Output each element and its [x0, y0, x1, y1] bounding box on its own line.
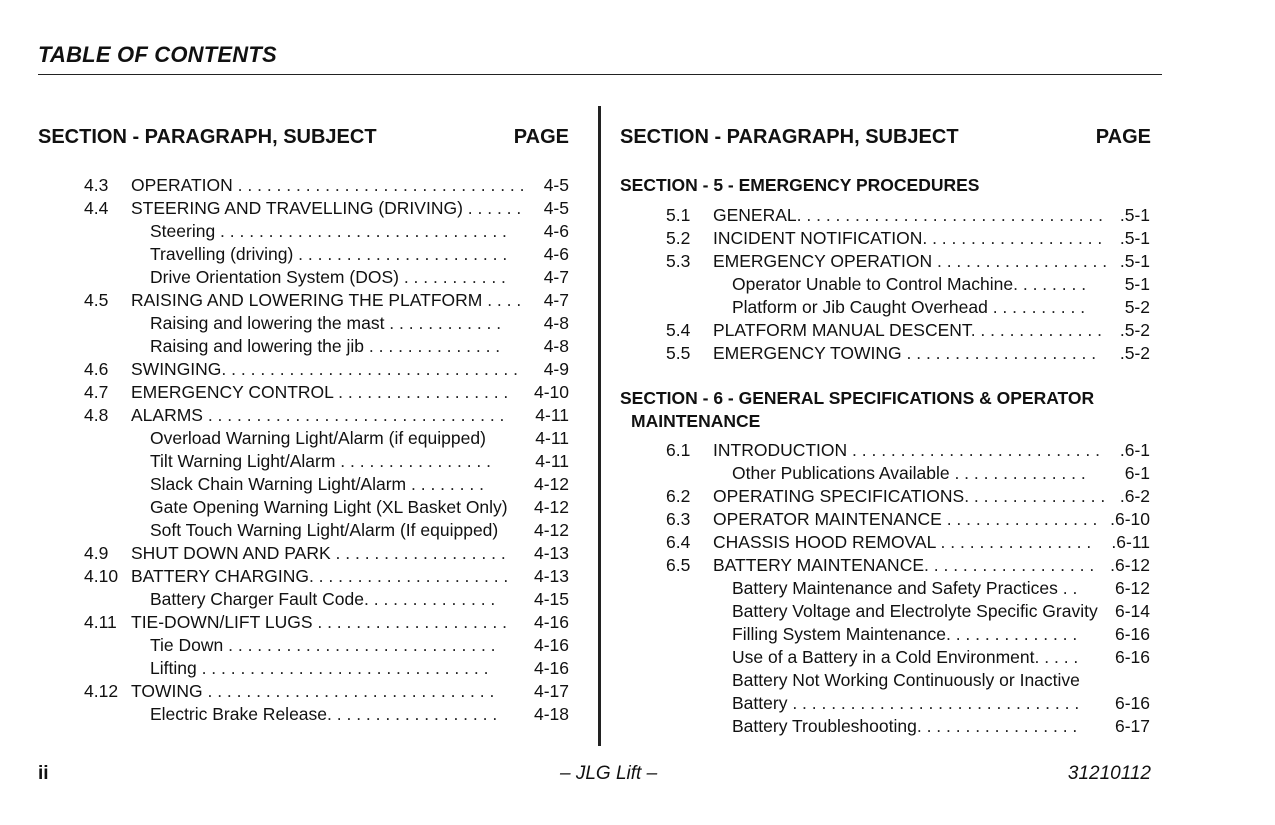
toc-entry-page: .5-2: [1119, 320, 1150, 340]
toc-entry-page: 4-12: [533, 497, 569, 517]
toc-entry-page: 4-5: [543, 198, 569, 218]
toc-entry[interactable]: [620, 296, 1180, 319]
toc-entry-title-text: INTRODUCTION: [713, 440, 848, 460]
toc-entry-title: [732, 462, 1086, 485]
toc-entry-title: [713, 342, 1096, 365]
toc-entry-title: [732, 692, 1079, 715]
toc-entry-title-text: EMERGENCY CONTROL: [131, 382, 334, 402]
toc-entry-leader: . . . . . . . . . . . . . . . . . .: [333, 382, 509, 402]
toc-entry-title-text: Filling System Maintenance: [732, 624, 946, 644]
title-rule: [38, 74, 1162, 75]
toc-entry-page: 4-15: [533, 589, 569, 609]
toc-entry-page: 6-16: [1114, 624, 1150, 644]
toc-entry-leader: . . . . . . . . . . . . . . . .: [941, 509, 1098, 529]
toc-entry-number: 5.3: [666, 251, 691, 271]
toc-entry-title: [713, 227, 1102, 250]
toc-entry-title-text: OPERATING SPECIFICATIONS: [713, 486, 965, 506]
toc-entry-number: 6.2: [666, 486, 691, 506]
toc-entry-title-text: PLATFORM MANUAL DESCENT: [713, 320, 971, 340]
toc-entry[interactable]: [620, 692, 1180, 715]
toc-entry-title-text: SWINGING: [131, 359, 222, 379]
toc-entry-title-text: Soft Touch Warning Light/Alarm (If equipped): [150, 520, 499, 540]
toc-entry-title: [732, 296, 1085, 319]
toc-entry-title: [732, 715, 1077, 738]
toc-entry[interactable]: [38, 496, 598, 519]
section-6-heading: [620, 387, 1150, 433]
toc-entry[interactable]: [38, 312, 598, 335]
page-title: TABLE OF CONTENTS: [38, 42, 277, 67]
toc-entry-title: [131, 381, 508, 404]
toc-entry[interactable]: [38, 289, 598, 312]
toc-entry[interactable]: [38, 450, 598, 473]
toc-entry-leader: . . . . . . . . . . . . . . . . . . . . . . . . . . . . . .: [232, 175, 525, 195]
toc-entry-page: .6-10: [1110, 509, 1150, 529]
toc-entry-title-text: GENERAL: [713, 205, 797, 225]
toc-entry[interactable]: [620, 273, 1180, 296]
toc-entry-number: 4.4: [84, 198, 109, 218]
column-divider: [598, 106, 601, 746]
toc-entry-title: [131, 680, 494, 703]
toc-entry-page: 4-12: [533, 520, 569, 540]
toc-entry-title-text: CHASSIS HOOD REMOVAL: [713, 532, 936, 552]
toc-entry-title-text: Travelling (driving): [150, 244, 294, 264]
toc-entry-page: 4-6: [543, 244, 569, 264]
toc-entry[interactable]: [38, 565, 598, 588]
toc-entry[interactable]: [620, 485, 1180, 508]
toc-entry-title-text: Battery Charger Fault Code: [150, 589, 364, 609]
toc-entry-number: 4.11: [84, 612, 117, 632]
toc-entry[interactable]: [620, 531, 1180, 554]
toc-entry-page: 5-1: [1124, 274, 1150, 294]
toc-entry-number: 6.1: [666, 440, 691, 460]
toc-entry-title: [150, 335, 500, 358]
section-5-heading: SECTION - 5 - EMERGENCY PROCEDURES: [620, 175, 980, 195]
toc-entry-number: 5.1: [666, 205, 691, 225]
toc-entry-leader: . . . . . . . .: [1013, 274, 1087, 294]
toc-entry[interactable]: [38, 657, 598, 680]
toc-entry[interactable]: [620, 508, 1180, 531]
toc-entry[interactable]: [620, 462, 1180, 485]
toc-entry[interactable]: [620, 669, 1180, 692]
left-header-subject: SECTION - PARAGRAPH, SUBJECT: [38, 126, 377, 148]
toc-entry[interactable]: [38, 427, 598, 450]
toc-entry-title-text: Tilt Warning Light/Alarm: [150, 451, 336, 471]
toc-entry-number: 5.5: [666, 343, 691, 363]
toc-entry-title-text: Steering: [150, 221, 216, 241]
toc-entry-title-text: Lifting: [150, 658, 197, 678]
toc-entry-title: [131, 404, 504, 427]
toc-entry-title-text: Battery: [732, 693, 788, 713]
toc-entry[interactable]: [38, 611, 598, 634]
toc-entry-title-text: EMERGENCY TOWING: [713, 343, 902, 363]
toc-entry-title-text: BATTERY CHARGING: [131, 566, 309, 586]
page-number: ii: [38, 763, 49, 784]
toc-entry-title: [713, 485, 1105, 508]
toc-entry-title: [131, 289, 521, 312]
toc-entry-page: 4-16: [533, 658, 569, 678]
toc-entry-page: 4-6: [543, 221, 569, 241]
toc-entry-title-text: RAISING AND LOWERING THE PLATFORM: [131, 290, 483, 310]
toc-entry-leader: . . . . . . . . . . . . . .: [970, 320, 1102, 340]
toc-entry-number: 6.4: [666, 532, 691, 552]
toc-entry-title-text: Slack Chain Warning Light/Alarm: [150, 474, 407, 494]
toc-entry-page: 4-13: [533, 543, 569, 563]
toc-entry[interactable]: [38, 381, 598, 404]
toc-entry-leader: . . . . . . . . . . . . . . . . . . . . . . . . . . . . . .: [787, 693, 1080, 713]
toc-entry-leader: . . . . . . . . . .: [987, 297, 1086, 317]
toc-entry-leader: . .: [1057, 578, 1078, 598]
toc-entry-title: [732, 646, 1078, 669]
toc-entry-leader: . . . . . . . . . . . . . . . . .: [916, 716, 1078, 736]
toc-entry-leader: . . . . . . . . . . . . . . . . . . . . . . . . . . . . . .: [202, 681, 495, 701]
toc-entry-leader: . . . . . . . . . . . . . . . .: [935, 532, 1092, 552]
toc-entry[interactable]: [38, 358, 598, 381]
toc-entry-leader: . . . .: [482, 290, 522, 310]
toc-entry-page: 4-13: [533, 566, 569, 586]
toc-entry[interactable]: [620, 577, 1180, 600]
toc-entry-title: [150, 634, 496, 657]
toc-entry[interactable]: [38, 473, 598, 496]
toc-entry-title: [713, 439, 1100, 462]
toc-entry-page: 4-16: [533, 612, 569, 632]
toc-entry-title-text: Battery Voltage and Electrolyte Specific Gravity: [732, 601, 1098, 621]
toc-entry-number: 5.4: [666, 320, 691, 340]
toc-entry-leader: . . . . . . . . . . . . . .: [364, 336, 501, 356]
toc-entry-title: [131, 565, 508, 588]
toc-entry-title: [713, 531, 1091, 554]
toc-entry-leader: . . . . . . . . . . . . . . . . . .: [924, 555, 1095, 575]
toc-entry-page: .5-2: [1119, 343, 1150, 363]
toc-entry-number: 4.10: [84, 566, 119, 586]
toc-entry-title-text: Battery Maintenance and Safety Practices: [732, 578, 1058, 598]
left-toc-list: [38, 174, 598, 726]
toc-entry[interactable]: [620, 623, 1180, 646]
toc-entry-title-text: BATTERY MAINTENANCE: [713, 555, 925, 575]
toc-entry-page: 6-1: [1124, 463, 1150, 483]
toc-entry-leader: . . . . . . . . . . . . . . . . . . . . . . . . . . . . . . .: [221, 359, 519, 379]
toc-entry-number: 6.3: [666, 509, 691, 529]
toc-entry[interactable]: [620, 342, 1180, 365]
toc-entry-title: [150, 266, 506, 289]
toc-entry-leader: . . . . . . . . . . . . . . . . . .: [932, 251, 1108, 271]
toc-entry-title-text: TOWING: [131, 681, 203, 701]
toc-entry-page: 4-7: [543, 290, 569, 310]
toc-entry[interactable]: [38, 404, 598, 427]
toc-entry-page: 4-11: [535, 428, 569, 448]
toc-entry[interactable]: [38, 634, 598, 657]
toc-entry[interactable]: [620, 554, 1180, 577]
toc-entry-leader: . . . . . . . . . . . . . . . .: [335, 451, 492, 471]
toc-entry-title-text: OPERATION: [131, 175, 233, 195]
toc-entry-title: [150, 519, 498, 542]
toc-entry-leader: . . . . . . . . . . . . . . . . . . . .: [312, 612, 507, 632]
toc-entry-page: 6-16: [1114, 647, 1150, 667]
toc-entry-title-text: Other Publications Available: [732, 463, 950, 483]
toc-entry-page: 4-5: [543, 175, 569, 195]
toc-entry[interactable]: [620, 600, 1180, 623]
toc-entry-title: [131, 358, 518, 381]
toc-entry-page: .5-1: [1119, 228, 1150, 248]
toc-entry-title: [732, 600, 1098, 623]
toc-entry-title: [713, 250, 1107, 273]
toc-entry-number: 4.7: [84, 382, 109, 402]
toc-entry-title: [131, 611, 507, 634]
toc-entry-title: [150, 473, 484, 496]
toc-entry-leader: . . . . . . . .: [406, 474, 484, 494]
toc-entry-page: .5-1: [1119, 205, 1150, 225]
toc-entry-title-text: Overload Warning Light/Alarm (if equipped): [150, 428, 486, 448]
toc-entry-title: [150, 588, 495, 611]
toc-entry-title: [713, 319, 1102, 342]
toc-entry-number: 4.8: [84, 405, 109, 425]
left-header-page: PAGE: [513, 126, 569, 148]
toc-entry-title: [150, 657, 488, 680]
toc-entry-title: [131, 542, 506, 565]
toc-entry-leader: . . . . . . . . . . . . . . . . . . . . .: [308, 566, 509, 586]
toc-entry-number: 4.5: [84, 290, 109, 310]
toc-entry-leader: . . . . . . . . . . . . . . . . . .: [330, 543, 506, 563]
toc-entry-page: 4-8: [543, 336, 569, 356]
toc-entry-page: 4-17: [533, 681, 569, 701]
toc-entry-title-text: Operator Unable to Control Machine: [732, 274, 1014, 294]
toc-entry-title-text: ALARMS: [131, 405, 203, 425]
section-6-heading-line2: MAINTENANCE: [631, 411, 761, 431]
toc-entry[interactable]: [620, 204, 1180, 227]
toc-entry-title: [713, 508, 1097, 531]
toc-entry-number: 5.2: [666, 228, 691, 248]
toc-entry-leader: . . . . . . . . . . . . . . . . . . . . . . . . . . . . . . . .: [796, 205, 1103, 225]
toc-entry-leader: . . . . . . . . . . . . . . . . . . . . . . . . . . . .: [223, 635, 496, 655]
toc-entry-title-text: STEERING AND TRAVELLING (DRIVING): [131, 198, 463, 218]
toc-entry-page: 4-18: [533, 704, 569, 724]
toc-entry[interactable]: [620, 227, 1180, 250]
document-number: 31210112: [1067, 763, 1151, 784]
toc-entry-page: .6-11: [1111, 532, 1150, 552]
toc-entry-leader: . . . . . . . . . . . . . . . . . . . . . . . . . . . . . . .: [202, 405, 505, 425]
toc-entry-title-text: Tie Down: [150, 635, 224, 655]
toc-entry-leader: . . . . . .: [462, 198, 522, 218]
toc-entry[interactable]: [620, 250, 1180, 273]
toc-entry-title-text: Battery Not Working Continuously or Inactive: [732, 670, 1080, 690]
toc-entry-leader: . . . . . . . . . . . . . . . . . . . .: [901, 343, 1097, 363]
toc-entry-page: 6-12: [1114, 578, 1150, 598]
toc-entry-leader: . . . . . . . . . . . . . . .: [964, 486, 1106, 506]
toc-entry-number: 4.12: [84, 681, 119, 701]
toc-entry-page: .5-1: [1119, 251, 1150, 271]
toc-entry-leader: . . . . . . . . . . . . . . . . . . . . . . . . . . . . . .: [196, 658, 489, 678]
toc-entry[interactable]: [38, 243, 598, 266]
toc-entry-title: [150, 703, 497, 726]
toc-entry-number: 6.5: [666, 555, 691, 575]
toc-entry-title: [713, 554, 1094, 577]
toc-entry-leader: . . . . .: [1034, 647, 1079, 667]
toc-entry-title-text: Electric Brake Release: [150, 704, 328, 724]
toc-entry-title: [150, 312, 501, 335]
toc-entry-page: .6-12: [1110, 555, 1150, 575]
toc-entry-leader: . . . . . . . . . . . . . . . . . .: [327, 704, 498, 724]
toc-entry-title: [150, 243, 507, 266]
toc-entry-title: [732, 273, 1086, 296]
right-header-page: PAGE: [1095, 126, 1151, 148]
toc-entry-leader: . . . . . . . . . . . . . . . . . . . . . .: [293, 244, 508, 264]
toc-entry-page: 6-17: [1114, 716, 1150, 736]
toc-entry-page: 4-12: [533, 474, 569, 494]
toc-entry-page: 6-14: [1114, 601, 1150, 621]
toc-entry-title: [150, 220, 507, 243]
toc-entry-page: 4-11: [535, 405, 569, 425]
toc-entry-title: [150, 496, 508, 519]
right-column-header: [620, 126, 1151, 149]
toc-entry-title-text: OPERATOR MAINTENANCE: [713, 509, 942, 529]
toc-entry-leader: . . . . . . . . . . . . . . . . . . . . . . . . . . . . . .: [215, 221, 507, 241]
toc-entry-title: [150, 450, 491, 473]
toc-entry-page: 6-16: [1114, 693, 1150, 713]
toc-entry-title-text: Gate Opening Warning Light (XL Basket Only): [150, 497, 508, 517]
toc-entry-leader: . . . . . . . . . . . . . .: [949, 463, 1086, 483]
toc-entry-title: [732, 623, 1077, 646]
toc-entry[interactable]: [38, 220, 598, 243]
toc-entry-number: 4.9: [84, 543, 109, 563]
toc-entry[interactable]: [38, 703, 598, 726]
toc-entry-title-text: Battery Troubleshooting: [732, 716, 917, 736]
toc-entry-leader: . . . . . . . . . . . . . . . . . . . . . . . . . .: [847, 440, 1100, 460]
toc-entry-page: .6-1: [1119, 440, 1150, 460]
toc-entry-page: 4-8: [543, 313, 569, 333]
toc-entry-page: 4-11: [535, 451, 569, 471]
toc-entry[interactable]: [38, 266, 598, 289]
toc-entry-title-text: SHUT DOWN AND PARK: [131, 543, 331, 563]
toc-entry-title-text: Use of a Battery in a Cold Environment: [732, 647, 1035, 667]
toc-entry-page: 4-16: [533, 635, 569, 655]
toc-entry-title: [131, 174, 525, 197]
toc-entry-title-text: Drive Orientation System (DOS): [150, 267, 399, 287]
footer-publisher: – JLG Lift –: [560, 763, 658, 784]
toc-entry-leader: . . . . . . . . . . . . . .: [945, 624, 1078, 644]
toc-entry-page: 4-10: [533, 382, 569, 402]
toc-entry[interactable]: [38, 197, 598, 220]
toc-entry[interactable]: [38, 519, 598, 542]
toc-entry-title-text: Raising and lowering the jib: [150, 336, 365, 356]
toc-entry-number: 4.6: [84, 359, 109, 379]
toc-entry[interactable]: [620, 319, 1180, 342]
toc-entry[interactable]: [38, 542, 598, 565]
toc-entry[interactable]: [620, 646, 1180, 669]
toc-entry-title: [131, 197, 521, 220]
toc-entry-title: [713, 204, 1103, 227]
toc-entry-title-text: TIE-DOWN/LIFT LUGS: [131, 612, 313, 632]
toc-entry-title-text: Platform or Jib Caught Overhead: [732, 297, 988, 317]
toc-entry[interactable]: [38, 680, 598, 703]
toc-entry[interactable]: [38, 174, 598, 197]
toc-entry-page: 5-2: [1124, 297, 1150, 317]
toc-entry-title: [150, 427, 486, 450]
toc-entry-number: 4.3: [84, 175, 109, 195]
toc-entry-title: [732, 669, 1080, 692]
toc-entry-leader: . . . . . . . . . . . . . . . . . . .: [922, 228, 1103, 248]
toc-entry-leader: . . . . . . . . . . .: [398, 267, 506, 287]
toc-entry-page: .6-2: [1119, 486, 1150, 506]
toc-entry-leader: . . . . . . . . . . . . . .: [364, 589, 496, 609]
toc-entry-title-text: EMERGENCY OPERATION: [713, 251, 933, 271]
toc-entry[interactable]: [620, 715, 1180, 738]
section-6-toc-list: [620, 439, 1180, 738]
right-header-subject: SECTION - PARAGRAPH, SUBJECT: [620, 126, 959, 148]
toc-entry-title-text: Raising and lowering the mast: [150, 313, 385, 333]
toc-entry[interactable]: [38, 335, 598, 358]
section-5-toc-list: [620, 204, 1180, 365]
section-6-heading-line1: SECTION - 6 - GENERAL SPECIFICATIONS & OPERATOR: [620, 388, 1095, 408]
toc-entry-title: [732, 577, 1077, 600]
toc-entry-page: 4-7: [543, 267, 569, 287]
toc-entry-page: 4-9: [543, 359, 569, 379]
toc-entry-leader: . . . . . . . . . . . .: [384, 313, 502, 333]
toc-entry[interactable]: [38, 588, 598, 611]
left-column-header: [38, 126, 569, 149]
toc-entry-title-text: INCIDENT NOTIFICATION: [713, 228, 923, 248]
toc-entry[interactable]: [620, 439, 1180, 462]
